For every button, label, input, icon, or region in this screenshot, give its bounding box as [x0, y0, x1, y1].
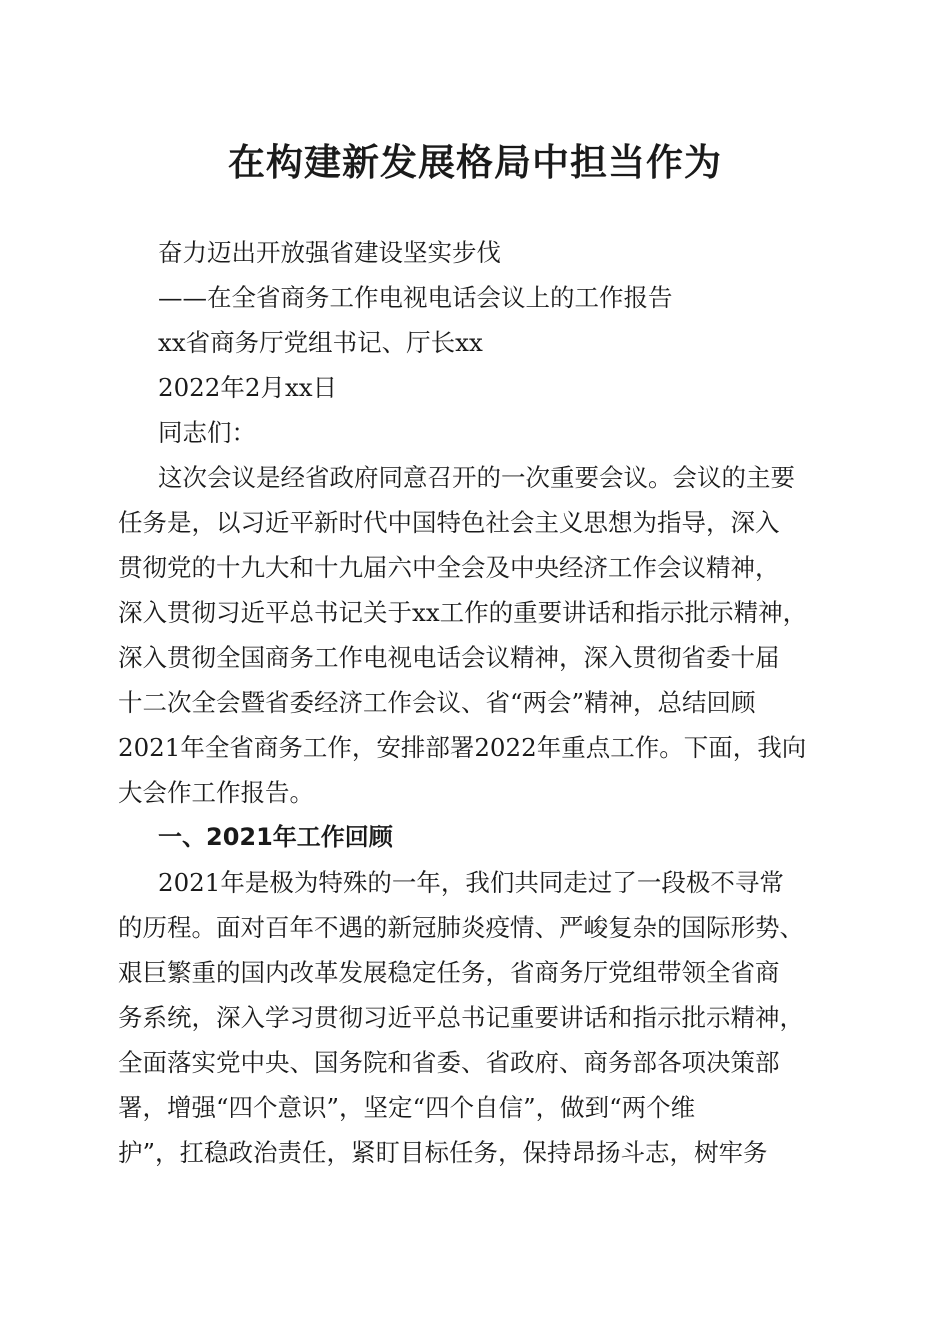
salutation: 同志们： — [158, 418, 256, 447]
document-title: 在构建新发展格局中担当作为 — [228, 140, 722, 184]
section-heading: 一、2021年工作回顾 — [158, 823, 393, 851]
paragraph-line: 艰巨繁重的国内改革发展稳定任务，省商务厅党组带领全省商 — [118, 958, 780, 987]
paragraph-1 — [118, 455, 836, 815]
date-line: 2022年2月xx日 — [158, 373, 338, 402]
paragraph-line: 务系统，深入学习贯彻习近平总书记重要讲话和指示批示精神， — [118, 1003, 804, 1032]
document-body — [118, 230, 836, 1175]
paragraph-line: 大会作工作报告。 — [118, 778, 314, 807]
paragraph-line: 深入贯彻习近平总书记关于xx工作的重要讲话和指示批示精神， — [118, 598, 808, 627]
paragraph-line: 护”，扛稳政治责任，紧盯目标任务，保持昂扬斗志，树牢务 — [118, 1138, 768, 1167]
paragraph-line: 十二次全会暨省委经济工作会议、省“两会”精神，总结回顾 — [118, 688, 756, 717]
paragraph-2 — [118, 860, 836, 1175]
paragraph-line: 的历程。面对百年不遇的新冠肺炎疫情、严峻复杂的国际形势、 — [118, 913, 804, 942]
paragraph-line: 署，增强“四个意识”，坚定“四个自信”，做到“两个维 — [118, 1093, 696, 1122]
paragraph-line: 深入贯彻全国商务工作电视电话会议精神，深入贯彻省委十届 — [118, 643, 780, 672]
subtitle: 奋力迈出开放强省建设坚实步伐 — [158, 238, 501, 267]
paragraph-line: 2021年是极为特殊的一年，我们共同走过了一段极不寻常 — [158, 868, 784, 897]
paragraph-line: 这次会议是经省政府同意召开的一次重要会议。会议的主要 — [158, 463, 795, 492]
author-line: xx省商务厅党组书记、厅长xx — [158, 328, 483, 357]
paragraph-line: 全面落实党中央、国务院和省委、省政府、商务部各项决策部 — [118, 1048, 780, 1077]
report-line: ——在全省商务工作电视电话会议上的工作报告 — [158, 283, 673, 312]
paragraph-line: 任务是，以习近平新时代中国特色社会主义思想为指导，深入 — [118, 508, 780, 537]
paragraph-line: 2021年全省商务工作，安排部署2022年重点工作。下面，我向 — [118, 733, 807, 762]
paragraph-line: 贯彻党的十九大和十九届六中全会及中央经济工作会议精神， — [118, 553, 780, 582]
